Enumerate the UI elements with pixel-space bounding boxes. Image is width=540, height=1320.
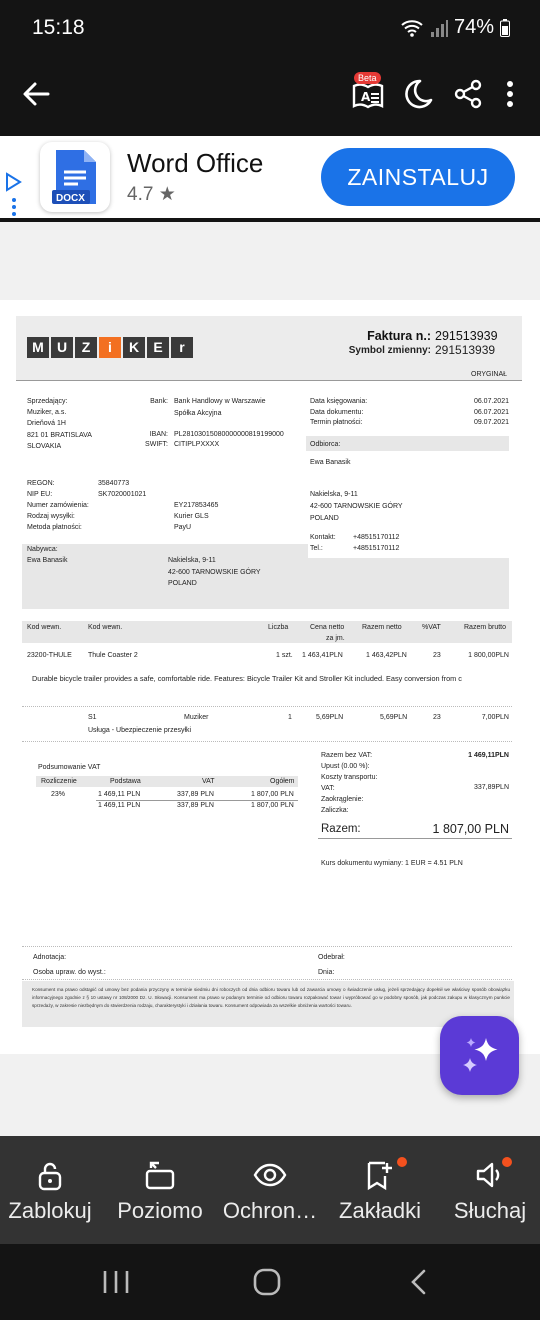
item-vat: 23	[433, 652, 441, 659]
item-name: Thule Coaster 2	[88, 652, 138, 659]
tel-label: Tel.:	[310, 545, 323, 552]
totals-label: Razem bez VAT:	[321, 752, 373, 759]
invoice-title-label: Faktura n.:	[367, 329, 431, 343]
rotate-icon	[143, 1158, 177, 1192]
vat-cell: 1 469,11 PLN	[98, 791, 141, 798]
col-header: Razem netto	[362, 624, 402, 631]
item-code: 23200-THULE	[27, 652, 72, 659]
status-icons	[400, 16, 510, 39]
ad-app-name: Word Office	[127, 148, 264, 178]
vat-col-header: VAT	[202, 778, 215, 785]
divider	[16, 380, 522, 381]
notification-dot	[397, 1157, 407, 1167]
col-header: Liczba	[268, 624, 289, 631]
unlock-icon	[33, 1158, 67, 1192]
info-label: NIP EU:	[27, 491, 53, 498]
logo-letter: r	[171, 337, 193, 358]
date-value: 06.07.2021	[473, 398, 509, 405]
vat-cell: 1 807,00 PLN	[251, 802, 294, 809]
item-qty: 1 szt.	[276, 652, 293, 659]
recipient-address: POLAND	[310, 515, 339, 522]
date-value: 09.07.2021	[473, 419, 509, 426]
docx-app-icon[interactable]	[40, 142, 110, 212]
info-label: Rodzaj wysyłki:	[27, 513, 75, 520]
battery-icon	[500, 19, 510, 37]
item-unit-price: 1 463,41PLN	[302, 652, 343, 659]
bank-line: Spółka Akcyjna	[174, 410, 222, 417]
contact-label: Kontakt:	[310, 534, 336, 541]
swift-value: CITIPLPXXXX	[174, 441, 220, 448]
lock-button[interactable]	[0, 1136, 104, 1244]
info-value: PayU	[174, 524, 192, 531]
received-label: Odebrał:	[318, 954, 345, 961]
invoice-page	[0, 300, 540, 1054]
svg-text:A: A	[361, 90, 371, 104]
install-button[interactable]: ZAINSTALUJ	[321, 148, 515, 206]
variable-symbol: 291513939	[435, 343, 496, 357]
recipient-label: Odbiorca:	[310, 441, 341, 448]
seller-line: Muziker, a.s.	[27, 409, 67, 416]
logo-letter: E	[147, 337, 169, 358]
bookmarks-button[interactable]	[326, 1136, 434, 1244]
item-net: 5,69PLN	[380, 714, 408, 721]
star-icon: ★	[158, 184, 176, 205]
variable-symbol-label: Symbol zmienny:	[348, 345, 431, 356]
info-label: Metoda płatności:	[27, 524, 82, 531]
tel-value: +48515170112	[353, 545, 400, 552]
iban-value: PL28103015080000000819199000	[174, 431, 284, 438]
note-label: Adnotacja:	[33, 954, 67, 961]
back-icon[interactable]	[405, 1268, 433, 1296]
info-label: REGON:	[27, 480, 55, 487]
info-value: Kurier GLS	[174, 513, 209, 520]
item-gross: 1 800,00PLN	[468, 652, 509, 659]
status-bar	[0, 0, 540, 56]
document-viewer[interactable]	[0, 222, 540, 1136]
landscape-button[interactable]	[106, 1136, 214, 1244]
col-header: Kod wewn.	[27, 624, 62, 631]
vat-cell: 1 807,00 PLN	[251, 791, 294, 798]
item-vat: 23	[433, 714, 441, 721]
seller-line: SLOVAKIA	[27, 443, 62, 450]
lock-label: Zablokuj	[8, 1198, 92, 1223]
col-header: Cena netto	[310, 624, 345, 631]
grand-total: 1 807,00 PLN	[432, 822, 509, 836]
vat-cell: 337,89 PLN	[177, 791, 214, 798]
exchange-rate: Kurs dokumentu wymiany: 1 EUR = 4.51 PLN	[321, 860, 463, 867]
item-qty: 1	[288, 714, 292, 721]
vat-cell: 1 469,11 PLN	[98, 802, 141, 809]
col-header: Kod wewn.	[88, 624, 123, 631]
date-signature-label: Dnia:	[318, 969, 335, 976]
authorized-label: Osoba upraw. do wyst.:	[33, 969, 106, 976]
eye-icon	[253, 1158, 287, 1192]
docx-label: DOCX	[56, 193, 85, 204]
item-net: 1 463,42PLN	[366, 652, 407, 659]
night-mode-icon[interactable]	[400, 76, 436, 112]
vat-summary-title: Podsumowanie VAT	[38, 764, 101, 771]
net-total: 1 469,11PLN	[468, 752, 509, 759]
col-header: za jm.	[326, 635, 345, 642]
system-nav-bar	[0, 1244, 540, 1320]
bottom-action-bar	[0, 1136, 540, 1244]
sparkle-icon	[440, 1016, 519, 1095]
date-label: Data księgowania:	[310, 398, 368, 405]
divider	[22, 946, 512, 947]
totals-label: VAT:	[321, 785, 335, 792]
eye-protect-label: Ochron…	[222, 1198, 318, 1223]
landscape-label: Poziomo	[117, 1198, 203, 1223]
recent-apps-icon[interactable]	[100, 1268, 132, 1296]
logo-letter: M	[27, 337, 49, 358]
divider	[22, 706, 512, 707]
notification-dot	[502, 1157, 512, 1167]
swift-label: SWIFT:	[145, 441, 168, 448]
listen-label: Słuchaj	[453, 1198, 527, 1223]
item-unit-price: 5,69PLN	[316, 714, 344, 721]
grand-total-label: Razem:	[321, 823, 361, 835]
date-label: Data dokumentu:	[310, 409, 364, 416]
item-gross: 7,00PLN	[481, 714, 509, 721]
contact-value: +48515170112	[353, 534, 400, 541]
buyer-label: Nabywca:	[27, 546, 58, 553]
ai-assistant-button[interactable]	[440, 1016, 519, 1095]
seller-line: 821 01 BRATISLAVA	[27, 432, 92, 439]
recipient-address: 42-600 TARNOWSKIE GÓRY	[310, 503, 403, 510]
beta-badge: Beta	[354, 72, 381, 84]
divider	[22, 979, 512, 980]
share-icon[interactable]	[450, 76, 486, 112]
vat-cell: 337,89 PLN	[177, 802, 214, 809]
rating-value: 4.7	[127, 184, 154, 205]
item-name: Usługa - Ubezpieczenie przesyłki	[88, 727, 192, 734]
logo-letter: Z	[75, 337, 97, 358]
more-options-icon[interactable]	[492, 76, 528, 112]
col-header: %VAT	[422, 624, 441, 631]
muziker-logo	[27, 337, 193, 358]
item-brand: Muziker	[184, 714, 209, 721]
eye-protect-button[interactable]	[216, 1136, 324, 1244]
buyer-block	[22, 544, 308, 609]
seller-line: Drieňová 1H	[27, 420, 66, 427]
signal-icon	[430, 18, 448, 38]
adchoices-icon[interactable]	[4, 172, 24, 216]
info-value: 35840773	[98, 480, 130, 487]
invoice-number: 291513939	[435, 329, 498, 343]
vat-col-header: Ogółem	[270, 778, 295, 785]
totals-label: Zaokrąglenie:	[321, 796, 364, 803]
date-label: Termin płatności:	[310, 419, 363, 426]
logo-letter: U	[51, 337, 73, 358]
vat-cell: 23%	[51, 791, 66, 798]
original-label: ORYGINAŁ	[471, 371, 508, 378]
totals-label: Zaliczka:	[321, 807, 349, 814]
wifi-icon	[400, 18, 424, 38]
divider	[22, 741, 512, 742]
listen-button[interactable]	[436, 1136, 540, 1244]
bank-label: Bank:	[150, 398, 168, 405]
legal-footer-text: Konsument ma prawo odstąpić od umowy bez podania przyczyny w terminie siedmiu dni roboczych od dnia odbioru towaru lub od zawarcia umowy o świadczenie usług, jeżeli sprzedający dopełnił we właściwy sposób obowiązku informacyjnego zgodnie z § 10 ustawy nr 108/2000 Dz. U. Słowacji. Konsument ma prawo w podanym terminie od odbioru towaru rozpakować towar i wypróbować go w podobny sposób, jak podczas zakupu w klasycznym punkcie sprzedaży, w zakresie niezbędnym do stwierdzenia rodzaju, charakterystyki i działania towaru. Konsument odpowiada za wszelkie obniżenia wartości towaru.	[32, 987, 510, 1009]
vat-col-header: Podstawa	[110, 778, 141, 785]
item-description: Durable bicycle trailer provides a safe, comfortable ride. Features: Bicycle Trailer Kit and Stroller Kit included. Easy conversion from c	[32, 674, 462, 683]
logo-letter: K	[123, 337, 145, 358]
divider	[96, 800, 298, 801]
divider	[318, 838, 512, 839]
reader-toolbar	[0, 56, 540, 136]
bank-line: Bank Handlowy w Warszawie	[174, 398, 266, 405]
buyer-address: Nakielska, 9-11	[168, 557, 216, 564]
recipient-address: Nakielska, 9-11	[310, 491, 358, 498]
seller-label: Sprzedający:	[27, 398, 68, 405]
ad-rating	[127, 183, 176, 206]
buyer-name: Ewa Banasik	[27, 557, 68, 564]
col-header: Razem brutto	[464, 624, 507, 631]
recipient-name: Ewa Banasik	[310, 459, 351, 466]
home-icon[interactable]	[252, 1268, 282, 1296]
bookmarks-label: Zakładki	[339, 1198, 421, 1223]
date-value: 06.07.2021	[473, 409, 509, 416]
buyer-address: POLAND	[168, 580, 197, 587]
battery-percent: 74%	[453, 16, 494, 38]
back-arrow-icon[interactable]	[18, 76, 54, 112]
ad-banner[interactable]	[0, 136, 540, 222]
vat-total: 337,89PLN	[473, 784, 509, 791]
item-code: S1	[88, 714, 97, 721]
logo-letter: i	[99, 337, 121, 358]
bookmark-add-icon	[363, 1158, 397, 1192]
clock: 15:18	[32, 16, 85, 39]
info-label: Numer zamówienia:	[27, 502, 89, 509]
info-value: EY217853465	[174, 502, 219, 509]
vat-col-header: Rozliczenie	[41, 778, 77, 785]
totals-label: Upust (0.00 %):	[321, 763, 370, 770]
totals-label: Koszty transportu:	[321, 774, 378, 781]
iban-label: IBAN:	[149, 431, 168, 438]
buyer-address: 42-600 TARNOWSKIE GÓRY	[168, 569, 261, 576]
info-value: SK7020001021	[98, 491, 147, 498]
buyer-block-right	[306, 558, 509, 609]
